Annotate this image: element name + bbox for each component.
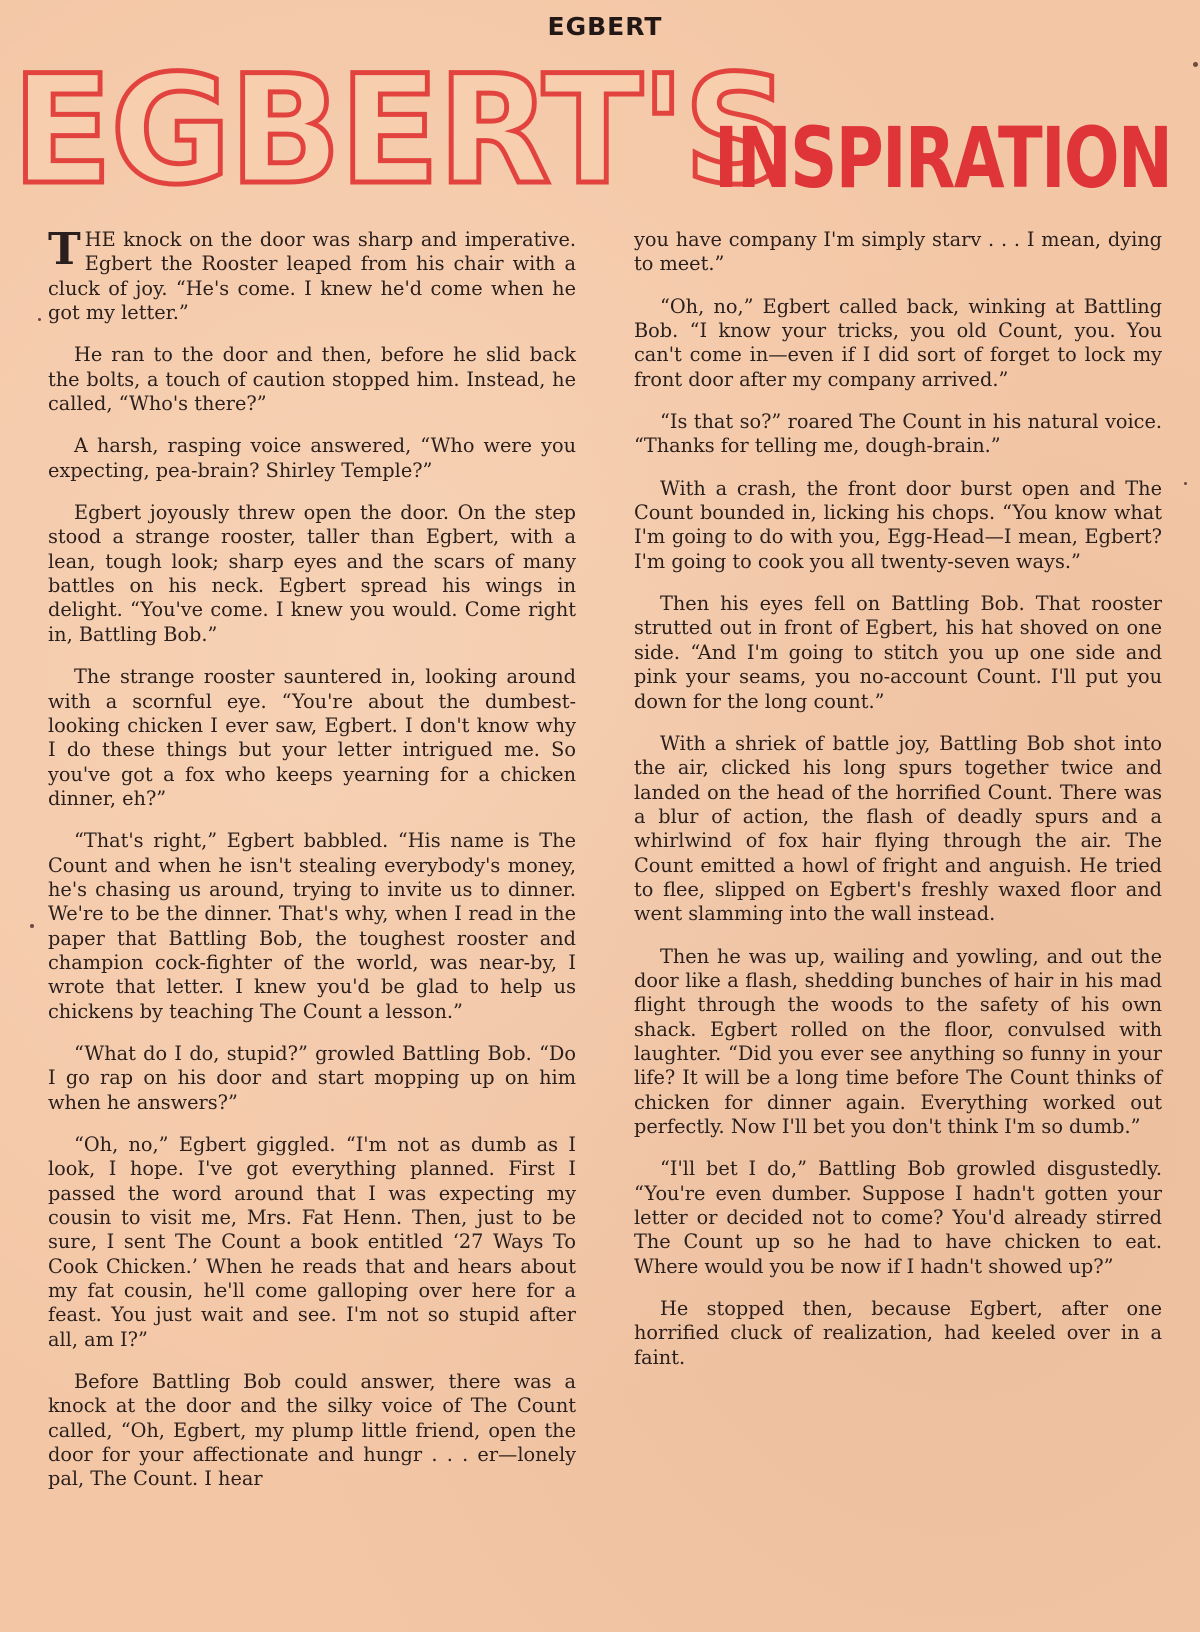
paragraph: Before Battling Bob could answer, there was a knock at the door and the silky voice of The Count called, “Oh, Egbert, my plump little friend, open the door for your affectionate and hungr . . . er—lonely pal, The Count. I hear xyxy=(48,1370,576,1491)
paragraph: “Is that so?” roared The Count in his natural voice. “Thanks for telling me, dough-brain.” xyxy=(634,410,1162,458)
paragraph: “That's right,” Egbert babbled. “His name is The Count and when he isn't stealing everybody's money, he's chasing us around, trying to invite us to dinner. We're to be the dinner. That's why, when I read in the paper that Battling Bob, the toughest rooster and champion cock-fighter of the world, was near-by, I wrote that letter. I knew you'd be glad to help us chickens by teaching The Count a lesson.” xyxy=(48,829,576,1023)
print-speck xyxy=(1184,482,1187,485)
paragraph: Then his eyes fell on Battling Bob. That rooster strutted out in front of Egbert, his hat shoved on one side. “And I'm going to stitch you up one side and pink your seams, you no-account Count. I'll put you down for the long count.” xyxy=(634,592,1162,713)
title-solid-word: INSPIRATION xyxy=(714,109,1172,207)
paragraph-continuation: you have company I'm simply starv . . . I mean, dying to meet.” xyxy=(634,228,1162,276)
paragraph: With a shriek of battle joy, Battling Bob shot into the air, clicked his long spurs together twice and landed on the head of the horrified Count. There was a blur of action, the flash of deadly spurs and a whirlwind of fox hair flying through the air. The Count emitted a howl of fright and anguish. He tried to flee, slipped on Egbert's freshly waxed floor and went slamming into the wall instead. xyxy=(634,731,1162,926)
print-speck xyxy=(1193,62,1198,67)
running-head: EGBERT xyxy=(547,12,663,41)
title-outlined-word: EGBERT'S xyxy=(12,44,788,218)
paragraph: Then he was up, wailing and yowling, and out the door like a flash, shedding bunches of hair in his mad flight through the woods to the safety of his own shack. Egbert rolled on the floor, convulsed with laughter. “Did you ever see anything so funny in your life? It will be a long time before The Count thinks of chicken for dinner again. Everything worked out perfectly. Now I'll bet you don't think I'm so dumb.” xyxy=(634,944,1162,1138)
paragraph: “Oh, no,” Egbert giggled. “I'm not as dumb as I look, I hope. I've got everything planned. First I passed the word around that I was expecting my cousin to visit me, Mrs. Fat Henn. Then, just to be sure, I sent The Count a book entitled ‘27 Ways To Cook Chicken.’ When he reads that and hears about my fat cousin, he'll come galloping over here for a feast. You just wait and see. I'm not so stupid after all, am I?” xyxy=(48,1133,576,1351)
left-column xyxy=(48,224,576,1510)
print-speck xyxy=(38,318,41,321)
paragraph: He stopped then, because Egbert, after one horrified cluck of realization, had keeled over in a faint. xyxy=(634,1297,1162,1369)
paragraph: “I'll bet I do,” Battling Bob growled disgustedly. “You're even dumber. Suppose I hadn't gotten your letter or decided not to come? You'd already stirred The Count up so he had to have chicken to eat. Where would you be now if I hadn't showed up?” xyxy=(634,1157,1162,1278)
story-title xyxy=(12,46,1192,216)
paragraph: Egbert joyously threw open the door. On the step stood a strange rooster, taller than Egbert, with a lean, tough look; sharp eyes and the scars of many battles on his neck. Egbert spread his wings in delight. “You've come. I knew you would. Come right in, Battling Bob.” xyxy=(48,501,576,646)
right-column xyxy=(634,228,1162,1388)
print-speck xyxy=(30,924,34,928)
paragraph: “What do I do, stupid?” growled Battling Bob. “Do I go rap on his door and start mopping up on him when he answers?” xyxy=(48,1041,576,1114)
paragraph: THE knock on the door was sharp and imperative. Egbert the Rooster leaped from his chair with a cluck of joy. “He's come. I knew he'd come when he got my letter.” xyxy=(48,224,576,325)
paragraph: With a crash, the front door burst open and The Count bounded in, licking his chops. “You know what I'm going to do with you, Egg-Head—I mean, Egbert? I'm going to cook you all twenty-seven ways.” xyxy=(634,476,1162,573)
paragraph: “Oh, no,” Egbert called back, winking at Battling Bob. “I know your tricks, you old Count, you. You can't come in—even if I did sort of forget to lock my front door after my company arrived.” xyxy=(634,294,1162,391)
paragraph: A harsh, rasping voice answered, “Who were you expecting, pea-brain? Shirley Temple?” xyxy=(48,434,576,482)
drop-cap: T xyxy=(48,224,81,275)
paragraph: The strange rooster sauntered in, looking around with a scornful eye. “You're about the dumbest-looking chicken I ever saw, Egbert. I don't know why I do these things but your letter intrigued me. So you've got a fox who keeps yearning for a chicken dinner, eh?” xyxy=(48,665,576,810)
paragraph: He ran to the door and then, before he slid back the bolts, a touch of caution stopped him. Instead, he called, “Who's there?” xyxy=(48,343,576,416)
